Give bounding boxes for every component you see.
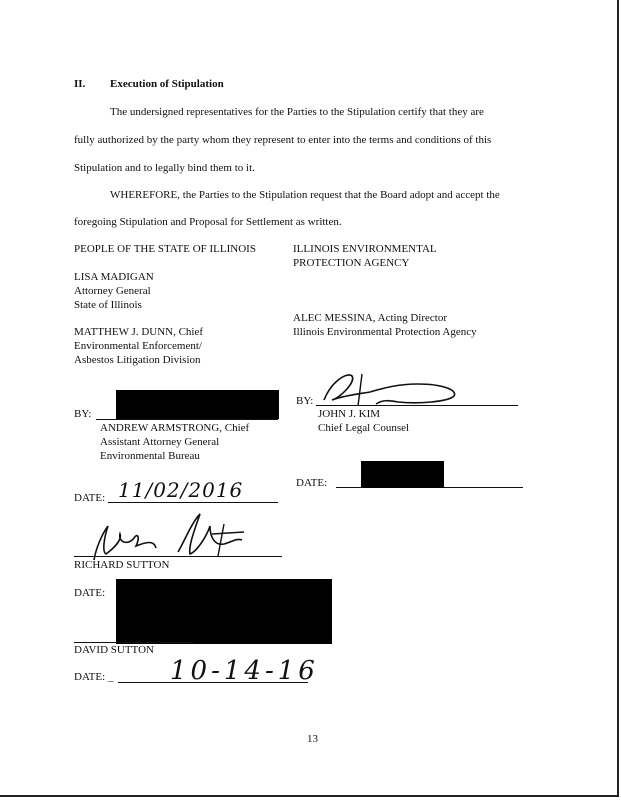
respondent-name: DAVID SUTTON [74, 644, 154, 656]
party-heading: PROTECTION AGENCY [293, 257, 410, 269]
date-label: DATE: [74, 587, 106, 599]
paragraph-line: Stipulation and to legally bind them to it. [74, 162, 255, 174]
redaction-box [116, 579, 332, 644]
attorney-general-name: LISA MADIGAN [74, 271, 154, 283]
respondent-name: RICHARD SUTTON [74, 559, 170, 571]
signature-line [74, 642, 194, 643]
paragraph-line: WHEREFORE, the Parties to the Stipulation request that the Board adopt and accept the [110, 189, 500, 201]
by-label: BY: [74, 408, 92, 420]
date-line [108, 502, 278, 503]
redaction-box [361, 461, 444, 488]
attorney-general-state: State of Illinois [74, 299, 142, 311]
signature-line [74, 556, 282, 557]
chief-division: Asbestos Litigation Division [74, 354, 201, 366]
date-label: DATE: _ [74, 671, 114, 683]
chief-division: Environmental Enforcement/ [74, 340, 202, 352]
attorney-general-title: Attorney General [74, 285, 151, 297]
party-heading: ILLINOIS ENVIRONMENTAL [293, 243, 437, 255]
section-title: Execution of Stipulation [110, 78, 224, 90]
signer-name: JOHN J. KIM [318, 408, 381, 420]
director-name: ALEC MESSINA, Acting Director [293, 312, 447, 324]
signer-title: Environmental Bureau [100, 450, 200, 462]
date-label: DATE: [74, 492, 106, 504]
signer-title: Chief Legal Counsel [318, 422, 410, 434]
redaction-box [116, 390, 279, 419]
chief-name: MATTHEW J. DUNN, Chief [74, 326, 204, 338]
paragraph-line: fully authorized by the party whom they represent to enter into the terms and conditions of this [74, 134, 492, 146]
signature-line [96, 419, 278, 420]
director-agency: Illinois Environmental Protection Agency [293, 326, 477, 338]
paragraph-line: foregoing Stipulation and Proposal for Settlement as written. [74, 216, 342, 228]
by-label: BY: [296, 395, 314, 407]
date-label: DATE: [296, 477, 328, 489]
section-number: II. [74, 78, 86, 90]
kim-signature [318, 370, 468, 410]
paragraph-line: The undersigned representatives for the Parties to the Stipulation certify that they are [110, 106, 484, 118]
signer-name: ANDREW ARMSTRONG, Chief [100, 422, 250, 434]
signer-title: Assistant Attorney General [100, 436, 220, 448]
party-heading: PEOPLE OF THE STATE OF ILLINOIS [74, 243, 256, 255]
handwritten-date: 11/02/2016 [118, 478, 244, 502]
handwritten-date: 10-14-16 [170, 656, 319, 686]
page-number: 13 [307, 733, 318, 745]
